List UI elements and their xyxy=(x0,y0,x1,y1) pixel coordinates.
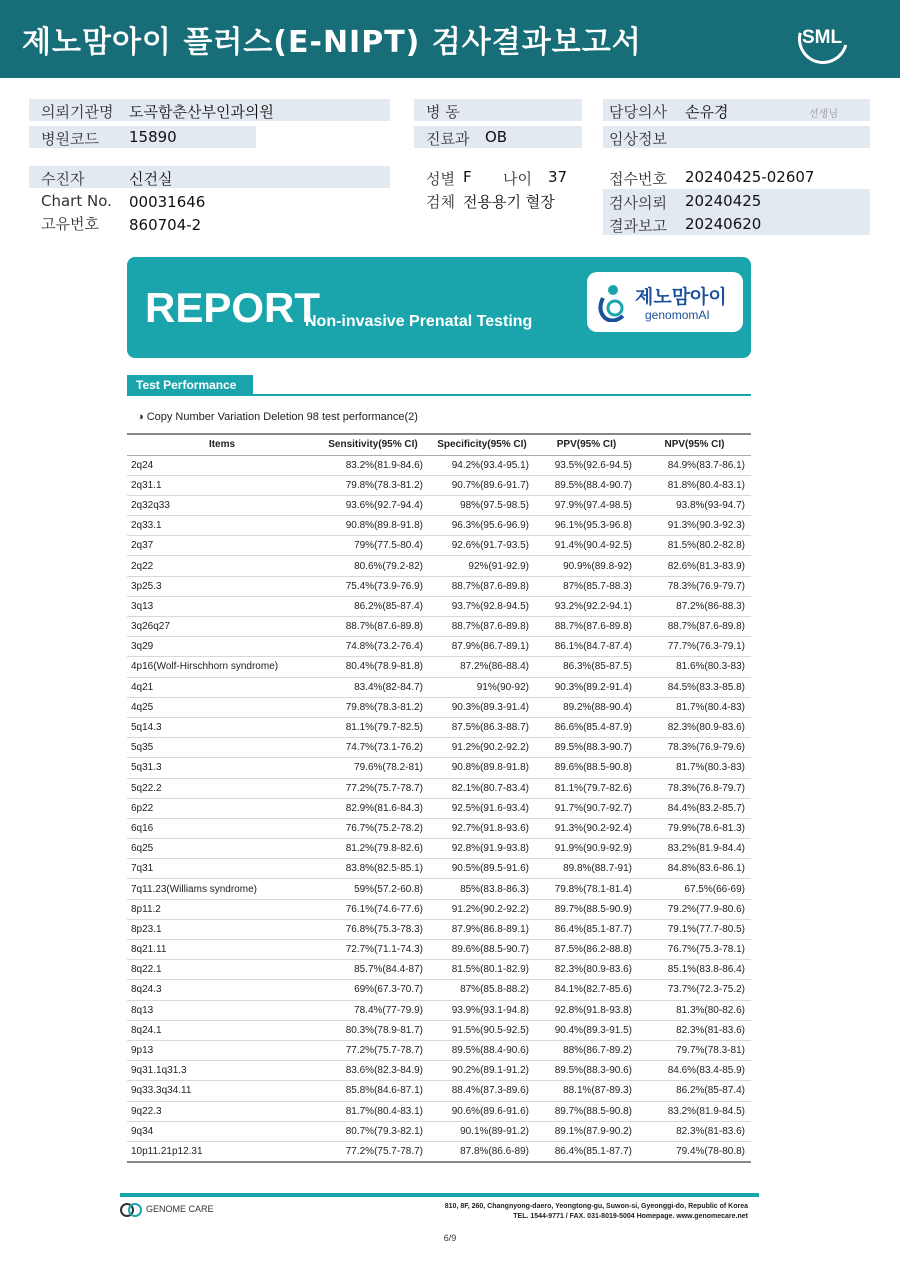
row-ppv: 90.3%(89.2-91.4) xyxy=(535,677,638,697)
table-row xyxy=(127,940,751,960)
row-item: 3q29 xyxy=(127,637,317,657)
row-ppv: 89.5%(88.3-90.7) xyxy=(535,738,638,758)
row-item: 8p23.1 xyxy=(127,919,317,939)
doctor-value: 손유경 xyxy=(685,103,729,121)
row-npv: 81.5%(80.2-82.8) xyxy=(638,536,751,556)
row-ppv: 96.1%(95.3-96.8) xyxy=(535,516,638,536)
row-npv: 88.7%(87.6-89.8) xyxy=(638,617,751,637)
row-item: 6p22 xyxy=(127,798,317,818)
test-performance-tab: Test Performance xyxy=(127,375,253,395)
row-ppv: 86.4%(85.1-87.7) xyxy=(535,919,638,939)
receipt-value: 20240425-02607 xyxy=(685,168,815,186)
row-ppv: 91.4%(90.4-92.5) xyxy=(535,536,638,556)
report-date-label: 결과보고 xyxy=(609,217,667,235)
row-specificity: 90.1%(89-91.2) xyxy=(429,1121,535,1141)
row-specificity: 91.2%(90.2-92.2) xyxy=(429,899,535,919)
table-header-row xyxy=(127,434,751,455)
performance-table xyxy=(127,433,751,1163)
row-sensitivity: 76.8%(75.3-78.3) xyxy=(317,919,429,939)
row-item: 5q14.3 xyxy=(127,717,317,737)
row-specificity: 89.5%(88.4-90.6) xyxy=(429,1040,535,1060)
row-npv: 81.7%(80.4-83) xyxy=(638,697,751,717)
dept-value: OB xyxy=(485,128,508,146)
ward-label: 병 동 xyxy=(426,103,460,121)
row-sensitivity: 79.8%(78.3-81.2) xyxy=(317,697,429,717)
sex-value: F xyxy=(463,168,472,186)
table-row xyxy=(127,738,751,758)
row-ppv: 86.6%(85.4-87.9) xyxy=(535,717,638,737)
row-sensitivity: 69%(67.3-70.7) xyxy=(317,980,429,1000)
table-row xyxy=(127,596,751,616)
table-row xyxy=(127,1061,751,1081)
row-ppv: 89.6%(88.5-90.8) xyxy=(535,758,638,778)
row-item: 8q13 xyxy=(127,1000,317,1020)
page-number: 6/9 xyxy=(443,1233,457,1243)
row-npv: 76.7%(75.3-78.1) xyxy=(638,940,751,960)
row-ppv: 81.1%(79.7-82.6) xyxy=(535,778,638,798)
row-item: 2q24 xyxy=(127,455,317,475)
row-ppv: 91.9%(90.9-92.9) xyxy=(535,839,638,859)
sml-logo xyxy=(798,14,852,64)
row-specificity: 87.9%(86.8-89.1) xyxy=(429,919,535,939)
row-sensitivity: 79.6%(78.2-81) xyxy=(317,758,429,778)
row-ppv: 90.9%(89.8-92) xyxy=(535,556,638,576)
row-ppv: 89.1%(87.9-90.2) xyxy=(535,1121,638,1141)
row-npv: 85.1%(83.8-86.4) xyxy=(638,960,751,980)
row-specificity: 90.6%(89.6-91.6) xyxy=(429,1101,535,1121)
header-ppv: PPV(95% CI) xyxy=(535,434,638,455)
report-banner xyxy=(127,257,751,358)
banner-subtitle: Non-invasive Prenatal Testing xyxy=(305,313,533,330)
row-sensitivity: 83.4%(82-84.7) xyxy=(317,677,429,697)
table-row xyxy=(127,697,751,717)
row-item: 3q13 xyxy=(127,596,317,616)
row-ppv: 86.1%(84.7-87.4) xyxy=(535,637,638,657)
clinical-label: 임상정보 xyxy=(609,130,667,148)
section-divider xyxy=(127,394,751,396)
report-header xyxy=(0,0,900,78)
row-specificity: 93.9%(93.1-94.8) xyxy=(429,1000,535,1020)
row-specificity: 87.8%(86.6-89) xyxy=(429,1141,535,1161)
row-npv: 82.3%(81-83.6) xyxy=(638,1121,751,1141)
institution-label: 의뢰기관명 xyxy=(41,103,114,121)
row-sensitivity: 83.8%(82.5-85.1) xyxy=(317,859,429,879)
row-sensitivity: 90.8%(89.8-91.8) xyxy=(317,516,429,536)
row-item: 4q25 xyxy=(127,697,317,717)
row-npv: 82.3%(81-83.6) xyxy=(638,1020,751,1040)
row-specificity: 91.5%(90.5-92.5) xyxy=(429,1020,535,1040)
row-item: 7q31 xyxy=(127,859,317,879)
specimen-label: 검체 xyxy=(426,193,455,211)
row-sensitivity: 74.8%(73.2-76.4) xyxy=(317,637,429,657)
row-item: 5q22.2 xyxy=(127,778,317,798)
row-item: 5q31.3 xyxy=(127,758,317,778)
table-row xyxy=(127,516,751,536)
table-row xyxy=(127,798,751,818)
table-row xyxy=(127,1141,751,1161)
sml-logo-text: SML xyxy=(802,27,843,48)
table-row xyxy=(127,859,751,879)
row-specificity: 94.2%(93.4-95.1) xyxy=(429,455,535,475)
row-npv: 78.3%(76.9-79.6) xyxy=(638,738,751,758)
row-ppv: 91.7%(90.7-92.7) xyxy=(535,798,638,818)
row-sensitivity: 85.7%(84.4-87) xyxy=(317,960,429,980)
row-item: 2q37 xyxy=(127,536,317,556)
row-sensitivity: 80.7%(79.3-82.1) xyxy=(317,1121,429,1141)
table-row xyxy=(127,960,751,980)
table-row xyxy=(127,536,751,556)
row-ppv: 89.5%(88.3-90.6) xyxy=(535,1061,638,1081)
row-item: 4q21 xyxy=(127,677,317,697)
row-ppv: 89.7%(88.5-90.9) xyxy=(535,899,638,919)
row-ppv: 88%(86.7-89.2) xyxy=(535,1040,638,1060)
row-sensitivity: 80.3%(78.9-81.7) xyxy=(317,1020,429,1040)
age-label: 나이 xyxy=(503,170,532,188)
row-item: 7q11.23(Williams syndrome) xyxy=(127,879,317,899)
row-sensitivity: 93.6%(92.7-94.4) xyxy=(317,495,429,515)
genomomai-logo-english: genomomAI xyxy=(645,308,710,322)
report-title: 제노맘아이 플러스(E-NIPT) 검사결과보고서 xyxy=(22,25,642,60)
patient-value: 신건실 xyxy=(129,170,173,188)
row-sensitivity: 75.4%(73.9-76.9) xyxy=(317,576,429,596)
row-sensitivity: 76.7%(75.2-78.2) xyxy=(317,818,429,838)
receipt-label: 접수번호 xyxy=(609,170,667,188)
row-sensitivity: 80.6%(79.2-82) xyxy=(317,556,429,576)
row-specificity: 96.3%(95.6-96.9) xyxy=(429,516,535,536)
table-row xyxy=(127,839,751,859)
row-sensitivity: 79.8%(78.3-81.2) xyxy=(317,475,429,495)
table-row xyxy=(127,1040,751,1060)
row-item: 2q31.1 xyxy=(127,475,317,495)
specimen-value: 전용용기 혈장 xyxy=(463,193,555,211)
table-row xyxy=(127,1020,751,1040)
row-specificity: 91%(90-92) xyxy=(429,677,535,697)
doctor-suffix: 선생님 xyxy=(809,109,838,120)
chart-no-label: Chart No. xyxy=(41,192,112,210)
row-ppv: 89.2%(88-90.4) xyxy=(535,697,638,717)
row-specificity: 87.9%(86.7-89.1) xyxy=(429,637,535,657)
table-row xyxy=(127,778,751,798)
table-row xyxy=(127,637,751,657)
row-specificity: 90.2%(89.1-91.2) xyxy=(429,1061,535,1081)
row-npv: 73.7%(72.3-75.2) xyxy=(638,980,751,1000)
row-npv: 79.2%(77.9-80.6) xyxy=(638,899,751,919)
genomomai-logo-korean: 제노맘아이 xyxy=(635,286,727,308)
row-ppv: 82.3%(80.9-83.6) xyxy=(535,960,638,980)
row-item: 9q34 xyxy=(127,1121,317,1141)
table-row xyxy=(127,899,751,919)
row-specificity: 85%(83.8-86.3) xyxy=(429,879,535,899)
row-specificity: 92.6%(91.7-93.5) xyxy=(429,536,535,556)
table-row xyxy=(127,1101,751,1121)
row-npv: 81.8%(80.4-83.1) xyxy=(638,475,751,495)
row-npv: 77.7%(76.3-79.1) xyxy=(638,637,751,657)
row-item: 8q24.3 xyxy=(127,980,317,1000)
row-npv: 86.2%(85-87.4) xyxy=(638,1081,751,1101)
row-specificity: 87%(85.8-88.2) xyxy=(429,980,535,1000)
row-ppv: 91.3%(90.2-92.4) xyxy=(535,818,638,838)
row-specificity: 88.7%(87.6-89.8) xyxy=(429,617,535,637)
table-row xyxy=(127,980,751,1000)
row-sensitivity: 80.4%(78.9-81.8) xyxy=(317,657,429,677)
row-specificity: 92.8%(91.9-93.8) xyxy=(429,839,535,859)
row-item: 8q21.11 xyxy=(127,940,317,960)
row-npv: 79.9%(78.6-81.3) xyxy=(638,818,751,838)
row-sensitivity: 86.2%(85-87.4) xyxy=(317,596,429,616)
row-sensitivity: 72.7%(71.1-74.3) xyxy=(317,940,429,960)
row-sensitivity: 81.1%(79.7-82.5) xyxy=(317,717,429,737)
row-item: 9q31.1q31.3 xyxy=(127,1061,317,1081)
row-npv: 84.4%(83.2-85.7) xyxy=(638,798,751,818)
row-npv: 83.2%(81.9-84.4) xyxy=(638,839,751,859)
genome-care-logo xyxy=(120,1201,230,1221)
row-specificity: 92.5%(91.6-93.4) xyxy=(429,798,535,818)
genome-care-logo-icon xyxy=(120,1202,142,1218)
unique-no-label: 고유번호 xyxy=(41,215,99,233)
row-item: 3q26q27 xyxy=(127,617,317,637)
report-date-value: 20240620 xyxy=(685,215,762,233)
row-ppv: 89.5%(88.4-90.7) xyxy=(535,475,638,495)
table-row xyxy=(127,1121,751,1141)
row-sensitivity: 83.6%(82.3-84.9) xyxy=(317,1061,429,1081)
row-npv: 79.1%(77.7-80.5) xyxy=(638,919,751,939)
row-ppv: 87.5%(86.2-88.8) xyxy=(535,940,638,960)
footer-contact: TEL. 1544-9771 / FAX. 031-8019-5004 Homepage. www.genomecare.net xyxy=(513,1213,748,1220)
row-specificity: 92%(91-92.9) xyxy=(429,556,535,576)
row-sensitivity: 77.2%(75.7-78.7) xyxy=(317,1040,429,1060)
row-ppv: 97.9%(97.4-98.5) xyxy=(535,495,638,515)
hospital-code-value: 15890 xyxy=(129,128,177,146)
row-npv: 84.5%(83.3-85.8) xyxy=(638,677,751,697)
row-item: 3p25.3 xyxy=(127,576,317,596)
banner-title: REPORT xyxy=(145,284,321,331)
table-row xyxy=(127,617,751,637)
row-ppv: 90.4%(89.3-91.5) xyxy=(535,1020,638,1040)
doctor-label: 담당의사 xyxy=(609,103,667,121)
table-row xyxy=(127,818,751,838)
row-item: 4p16(Wolf-Hirschhorn syndrome) xyxy=(127,657,317,677)
table-row xyxy=(127,576,751,596)
header-items: Items xyxy=(127,434,317,455)
footer-divider xyxy=(120,1193,759,1197)
dept-label: 진료과 xyxy=(426,130,470,148)
row-ppv: 79.8%(78.1-81.4) xyxy=(535,879,638,899)
row-specificity: 90.3%(89.3-91.4) xyxy=(429,697,535,717)
row-ppv: 93.2%(92.2-94.1) xyxy=(535,596,638,616)
table-row xyxy=(127,1081,751,1101)
request-date-value: 20240425 xyxy=(685,192,762,210)
table-row xyxy=(127,919,751,939)
hospital-code-label: 병원코드 xyxy=(41,130,99,148)
row-item: 6q16 xyxy=(127,818,317,838)
row-specificity: 92.7%(91.8-93.6) xyxy=(429,818,535,838)
genome-care-text: GENOME CARE xyxy=(146,1204,214,1214)
row-specificity: 90.5%(89.5-91.6) xyxy=(429,859,535,879)
row-sensitivity: 78.4%(77-79.9) xyxy=(317,1000,429,1020)
row-ppv: 88.1%(87-89.3) xyxy=(535,1081,638,1101)
genomomai-logo-icon xyxy=(595,282,631,322)
row-specificity: 89.6%(88.5-90.7) xyxy=(429,940,535,960)
row-npv: 78.3%(76.9-79.7) xyxy=(638,576,751,596)
row-npv: 81.6%(80.3-83) xyxy=(638,657,751,677)
table-row xyxy=(127,758,751,778)
request-date-label: 검사의뢰 xyxy=(609,194,667,212)
row-specificity: 87.5%(86.3-88.7) xyxy=(429,717,535,737)
row-specificity: 87.2%(86-88.4) xyxy=(429,657,535,677)
row-specificity: 81.5%(80.1-82.9) xyxy=(429,960,535,980)
table-row xyxy=(127,879,751,899)
row-npv: 67.5%(66-69) xyxy=(638,879,751,899)
row-ppv: 86.4%(85.1-87.7) xyxy=(535,1141,638,1161)
row-item: 8p11.2 xyxy=(127,899,317,919)
row-npv: 79.4%(78-80.8) xyxy=(638,1141,751,1161)
row-specificity: 88.4%(87.3-89.6) xyxy=(429,1081,535,1101)
row-ppv: 93.5%(92.6-94.5) xyxy=(535,455,638,475)
row-npv: 82.3%(80.9-83.6) xyxy=(638,717,751,737)
row-ppv: 87%(85.7-88.3) xyxy=(535,576,638,596)
patient-label: 수진자 xyxy=(41,170,85,188)
row-specificity: 88.7%(87.6-89.8) xyxy=(429,576,535,596)
row-sensitivity: 77.2%(75.7-78.7) xyxy=(317,778,429,798)
sex-label: 성별 xyxy=(426,170,455,188)
table-row xyxy=(127,455,751,475)
row-item: 2q32q33 xyxy=(127,495,317,515)
table-row xyxy=(127,717,751,737)
row-ppv: 89.8%(88.7-91) xyxy=(535,859,638,879)
row-npv: 78.3%(76.8-79.7) xyxy=(638,778,751,798)
institution-value: 도곡함춘산부인과의원 xyxy=(129,103,274,121)
row-npv: 87.2%(86-88.3) xyxy=(638,596,751,616)
row-sensitivity: 77.2%(75.7-78.7) xyxy=(317,1141,429,1161)
row-item: 8q24.1 xyxy=(127,1020,317,1040)
row-ppv: 92.8%(91.8-93.8) xyxy=(535,1000,638,1020)
unique-no-value: 860704-2 xyxy=(129,216,202,234)
table-row xyxy=(127,475,751,495)
row-sensitivity: 81.7%(80.4-83.1) xyxy=(317,1101,429,1121)
row-item: 8q22.1 xyxy=(127,960,317,980)
row-item: 9p13 xyxy=(127,1040,317,1060)
header-npv: NPV(95% CI) xyxy=(638,434,751,455)
table-row xyxy=(127,556,751,576)
table-row xyxy=(127,657,751,677)
row-sensitivity: 82.9%(81.6-84.3) xyxy=(317,798,429,818)
row-ppv: 84.1%(82.7-85.6) xyxy=(535,980,638,1000)
row-npv: 83.2%(81.9-84.5) xyxy=(638,1101,751,1121)
row-specificity: 93.7%(92.8-94.5) xyxy=(429,596,535,616)
row-npv: 93.8%(93-94.7) xyxy=(638,495,751,515)
row-npv: 91.3%(90.3-92.3) xyxy=(638,516,751,536)
row-sensitivity: 88.7%(87.6-89.8) xyxy=(317,617,429,637)
header-specificity: Specificity(95% CI) xyxy=(429,434,535,455)
row-sensitivity: 81.2%(79.8-82.6) xyxy=(317,839,429,859)
row-sensitivity: 79%(77.5-80.4) xyxy=(317,536,429,556)
row-npv: 82.6%(81.3-83.9) xyxy=(638,556,751,576)
table-row xyxy=(127,677,751,697)
chart-no-value: 00031646 xyxy=(129,193,206,211)
row-ppv: 88.7%(87.6-89.8) xyxy=(535,617,638,637)
footer-address-block xyxy=(445,1202,748,1222)
row-item: 6q25 xyxy=(127,839,317,859)
row-specificity: 82.1%(80.7-83.4) xyxy=(429,778,535,798)
footer-address: 810, 8F, 260, Changnyong-daero, Yeongtong-gu, Suwon-si, Gyeonggi-do, Republic of Korea xyxy=(444,1203,748,1210)
row-ppv: 86.3%(85-87.5) xyxy=(535,657,638,677)
row-sensitivity: 85.8%(84.6-87.1) xyxy=(317,1081,429,1101)
row-sensitivity: 59%(57.2-60.8) xyxy=(317,879,429,899)
row-item: 2q33.1 xyxy=(127,516,317,536)
row-npv: 79.7%(78.3-81) xyxy=(638,1040,751,1060)
row-npv: 84.9%(83.7-86.1) xyxy=(638,455,751,475)
row-item: 2q22 xyxy=(127,556,317,576)
header-sensitivity: Sensitivity(95% CI) xyxy=(317,434,429,455)
row-sensitivity: 83.2%(81.9-84.6) xyxy=(317,455,429,475)
row-sensitivity: 76.1%(74.6-77.6) xyxy=(317,899,429,919)
row-ppv: 89.7%(88.5-90.8) xyxy=(535,1101,638,1121)
row-specificity: 90.7%(89.6-91.7) xyxy=(429,475,535,495)
table-caption: ◑ Copy Number Variation Deletion 98 test performance(2) xyxy=(137,411,418,423)
row-item: 9q22.3 xyxy=(127,1101,317,1121)
row-specificity: 98%(97.5-98.5) xyxy=(429,495,535,515)
table-row xyxy=(127,495,751,515)
age-value: 37 xyxy=(548,168,568,186)
row-item: 5q35 xyxy=(127,738,317,758)
row-specificity: 91.2%(90.2-92.2) xyxy=(429,738,535,758)
row-item: 10p11.21p12.31 xyxy=(127,1141,317,1161)
genomomai-logo xyxy=(587,272,743,332)
row-item: 9q33.3q34.11 xyxy=(127,1081,317,1101)
table-row xyxy=(127,1000,751,1020)
row-npv: 84.8%(83.6-86.1) xyxy=(638,859,751,879)
row-npv: 81.7%(80.3-83) xyxy=(638,758,751,778)
row-npv: 81.3%(80-82.6) xyxy=(638,1000,751,1020)
row-sensitivity: 74.7%(73.1-76.2) xyxy=(317,738,429,758)
row-npv: 84.6%(83.4-85.9) xyxy=(638,1061,751,1081)
row-specificity: 90.8%(89.8-91.8) xyxy=(429,758,535,778)
